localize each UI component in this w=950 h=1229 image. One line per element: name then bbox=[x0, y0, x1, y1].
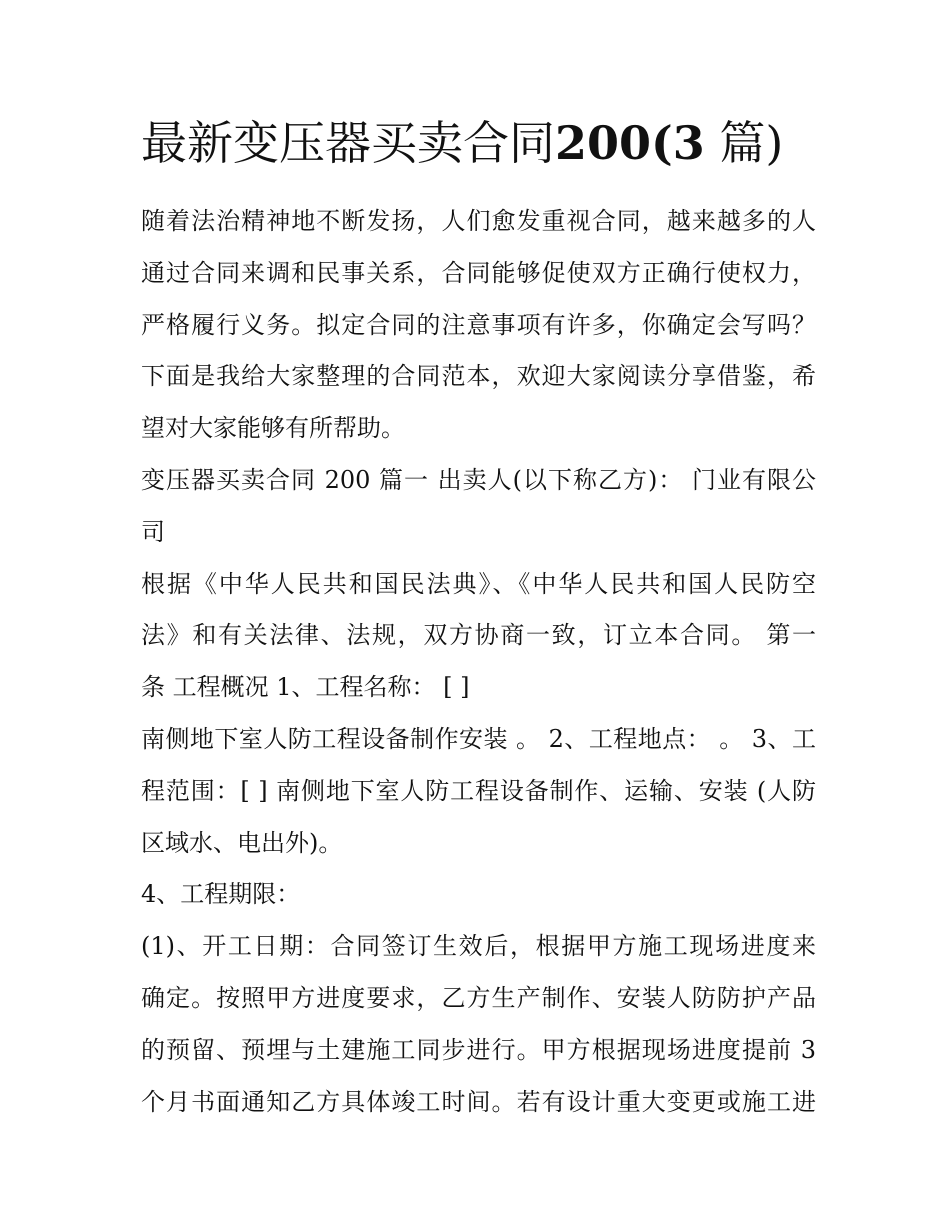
body-line: 根据《中华人民共和国民法典》、《中华人民共和国人民防空 bbox=[141, 569, 816, 598]
document-body bbox=[141, 196, 816, 1128]
title-text: 最新变压器买卖合同 bbox=[141, 116, 555, 170]
body-line: 通过合同来调和民事关系，合同能够促使双方正确行使权力， bbox=[141, 258, 816, 287]
body-line: 严格履行义务。拟定合同的注意事项有许多，你确定会写吗？ bbox=[141, 310, 816, 339]
body-line: 下面是我给大家整理的合同范本，欢迎大家阅读分享借鉴，希 bbox=[141, 362, 816, 391]
document-page bbox=[141, 0, 816, 1128]
body-line: 随着法治精神地不断发扬，人们愈发重视合同，越来越多的人 bbox=[141, 207, 816, 235]
title-number: 200(3 bbox=[555, 116, 705, 170]
body-line: 程范围：[ ] 南侧地下室人防工程设备制作、运输、安装 (人防 bbox=[141, 776, 816, 805]
body-line: 法》和有关法律、法规，双方协商一致，订立本合同。 第一 bbox=[141, 621, 816, 650]
body-line: 司 bbox=[141, 517, 165, 546]
document-title bbox=[141, 0, 816, 174]
body-line: 变压器买卖合同 200 篇一 出卖人(以下称乙方)： 门业有限公 bbox=[141, 465, 816, 494]
body-line: 条 工程概况 1、工程名称： [ ] bbox=[141, 673, 470, 702]
body-line: 望对大家能够有所帮助。 bbox=[141, 414, 405, 443]
body-line: 确定。按照甲方进度要求，乙方生产制作、安装人防防护产品 bbox=[141, 983, 816, 1012]
body-line: 的预留、预埋与土建施工同步进行。甲方根据现场进度提前 3 bbox=[141, 1035, 816, 1064]
body-line: 区域水、电出外)。 bbox=[141, 828, 343, 857]
body-line: 4、工程期限： bbox=[141, 880, 301, 909]
title-suffix: 篇) bbox=[704, 116, 784, 170]
body-line: 个月书面通知乙方具体竣工时间。若有设计重大变更或施工进 bbox=[141, 1087, 816, 1116]
body-line: (1)、开工日期：合同签订生效后，根据甲方施工现场进度来 bbox=[141, 932, 816, 961]
body-line: 南侧地下室人防工程设备制作安装 。 2、工程地点： 。 3、工 bbox=[141, 724, 816, 753]
